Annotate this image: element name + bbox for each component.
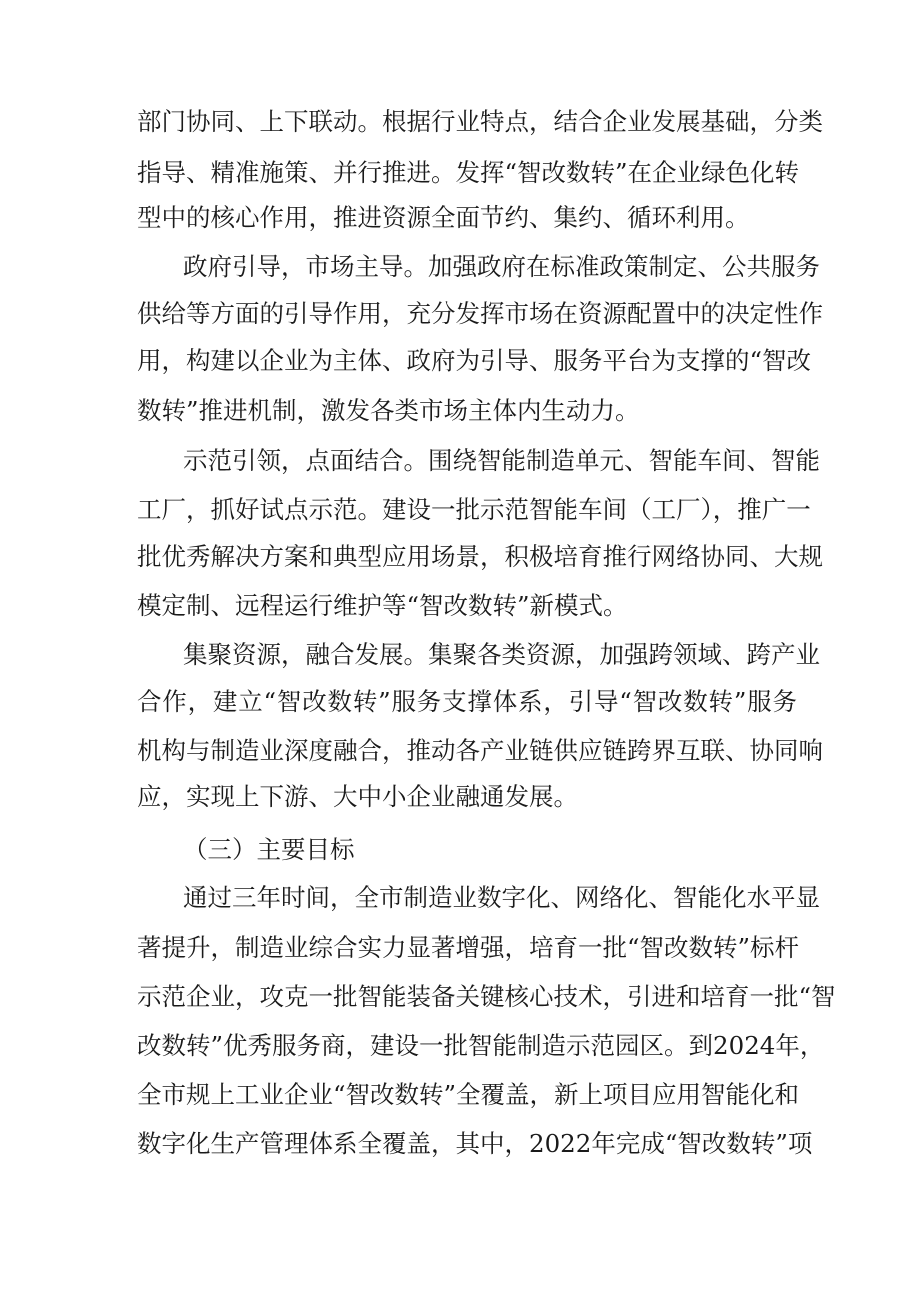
paragraph-4-line-4: 应，实现上下游、大中小企业融通发展。 (137, 782, 578, 811)
target-paragraph-line-4: 改数转”优秀服务商，建设一批智能制造示范园区。到2024年， (137, 1031, 825, 1060)
paragraph-2-line-4: 数转”推进机制，激发各类市场主体内生动力。 (137, 396, 640, 425)
paragraph-1-line-3: 型中的核心作用，推进资源全面节约、集约、循环利用。 (137, 203, 750, 232)
paragraph-3-line-1: 示范引领，点面结合。围绕智能制造单元、智能车间、智能 (183, 446, 820, 475)
paragraph-1-line-1: 部门协同、上下联动。根据行业特点，结合企业发展基础，分类 (137, 107, 823, 136)
target-paragraph-line-2: 著提升，制造业综合实力显著增强，培育一批“智改数转”标杆 (137, 933, 800, 962)
paragraph-1-line-2: 指导、精准施策、并行推进。发挥“智改数转”在企业绿色化转 (137, 158, 800, 187)
target-paragraph-line-6: 数字化生产管理体系全覆盖，其中，2022年完成“智改数转”项 (137, 1129, 813, 1158)
paragraph-4-line-2: 合作，建立“智改数转”服务支撑体系，引导“智改数转”服务 (137, 687, 797, 716)
paragraph-2-line-3: 用，构建以企业为主体、政府为引导、服务平台为支撑的“智改 (137, 346, 812, 375)
paragraph-3-line-4: 模定制、远程运行维护等“智改数转”新模式。 (137, 591, 628, 620)
paragraph-4-line-1: 集聚资源，融合发展。集聚各类资源，加强跨领域、跨产业 (183, 640, 820, 669)
paragraph-4-line-3: 机构与制造业深度融合，推动各产业链供应链跨界互联、协同响 (137, 736, 823, 765)
section-heading: （三）主要目标 (183, 835, 355, 864)
paragraph-2-line-1: 政府引导，市场主导。加强政府在标准政策制定、公共服务 (183, 252, 820, 281)
paragraph-3-line-3: 批优秀解决方案和典型应用场景，积极培育推行网络协同、大规 (137, 542, 823, 571)
target-paragraph-line-1: 通过三年时间，全市制造业数字化、网络化、智能化水平显 (183, 883, 820, 912)
paragraph-2-line-2: 供给等方面的引导作用，充分发挥市场在资源配置中的决定性作 (137, 299, 823, 328)
paragraph-3-line-2: 工厂，抓好试点示范。建设一批示范智能车间（工厂），推广一 (137, 495, 811, 524)
target-paragraph-line-3: 示范企业，攻克一批智能装备关键核心技术，引进和培育一批“智 (137, 982, 836, 1011)
target-paragraph-line-5: 全市规上工业企业“智改数转”全覆盖，新上项目应用智能化和 (137, 1080, 800, 1109)
